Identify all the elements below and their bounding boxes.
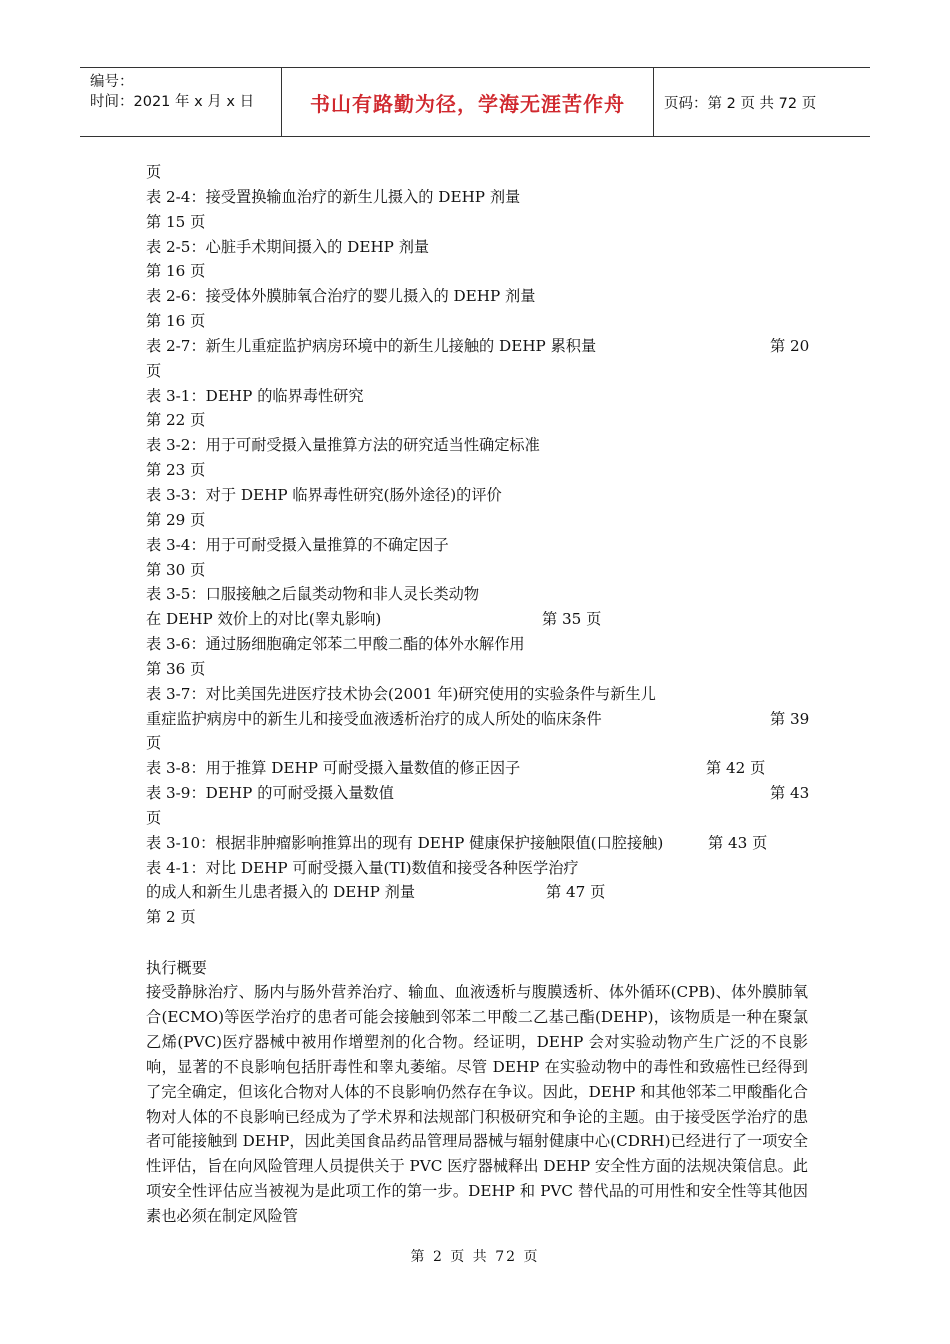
toc-line-text: 在 DEHP 效价上的对比(睾丸影响): [146, 610, 382, 629]
toc-line-text: 第 29 页: [146, 510, 206, 529]
toc-line-text: 表 3-10：根据非肿瘤影响推算出的现有 DEHP 健康保护接触限值(口腔接触): [146, 833, 664, 852]
toc-line: [146, 607, 808, 632]
toc-line-page: 第 47 页: [546, 883, 606, 902]
toc-line-text: 第 36 页: [146, 659, 206, 678]
toc-line: [146, 756, 808, 781]
toc-line-page: 第 39: [770, 709, 810, 728]
toc-line: [146, 185, 808, 210]
toc-line-text: 表 2-7：新生儿重症监护病房环境中的新生儿接触的 DEHP 累积量: [146, 336, 597, 355]
toc-line: [146, 582, 808, 607]
toc-line-page: 第 20: [770, 336, 810, 355]
toc-line-text: 表 3-3：对于 DEHP 临界毒性研究(肠外途径)的评价: [146, 485, 502, 504]
toc-line: [146, 259, 808, 284]
toc-line: [146, 235, 808, 260]
toc-line-text: 表 3-5：口服接触之后鼠类动物和非人灵长类动物: [146, 585, 480, 604]
toc-line-text: 表 2-4：接受置换输血治疗的新生儿摄入的 DEHP 剂量: [146, 187, 521, 206]
toc-line: [146, 781, 808, 806]
header-page-info: 页码：第 2 页 共 72 页: [664, 95, 817, 112]
toc-line: [146, 731, 808, 756]
toc-line: [146, 433, 808, 458]
header-meta: [80, 68, 282, 136]
toc-line: [146, 483, 808, 508]
toc-line: [146, 533, 808, 558]
toc-line: [146, 831, 808, 856]
toc-line: [146, 334, 808, 359]
toc-line: [146, 458, 808, 483]
toc-line-text: 表 3-4：用于可耐受摄入量推算的不确定因子: [146, 535, 449, 554]
toc-line-text: 第 15 页: [146, 212, 206, 231]
toc-line-text: 表 3-2：用于可耐受摄入量推算方法的研究适当性确定标准: [146, 436, 540, 455]
toc-line-text: 第 16 页: [146, 262, 206, 281]
toc-line-text: 第 16 页: [146, 312, 206, 331]
document-number-label: 编号：: [90, 74, 134, 90]
page-footer: 第 2 页 共 72 页: [410, 1249, 540, 1265]
toc-line: [146, 880, 808, 905]
toc-line: [146, 359, 808, 384]
toc-line: [146, 905, 808, 930]
toc-line: [146, 210, 808, 235]
toc-line-text: 表 3-8：用于推算 DEHP 可耐受摄入量数值的修正因子: [146, 759, 521, 778]
document-date: 时间：2021 年 x 月 x 日: [90, 94, 255, 110]
toc-line-page: 第 43: [770, 784, 810, 803]
toc-line: [146, 856, 808, 881]
summary-title: 执行概要: [146, 959, 207, 977]
toc-line: [146, 707, 808, 732]
toc-line: [146, 632, 808, 657]
toc-line-text: 表 4-1：对比 DEHP 可耐受摄入量(TI)数值和接受各种医学治疗: [146, 858, 579, 877]
toc-line-text: 重症监护病房中的新生儿和接受血液透析治疗的成人所处的临床条件: [146, 709, 602, 728]
toc-line-text: 第 30 页: [146, 560, 206, 579]
toc-line-text: 第 2 页: [146, 908, 196, 927]
toc-line-text: 页: [146, 163, 162, 181]
toc-line: [146, 384, 808, 409]
toc-line-text: 表 3-6：通过肠细胞确定邻苯二甲酸二酯的体外水解作用: [146, 635, 525, 654]
table-of-tables: [146, 160, 808, 930]
toc-line: [146, 408, 808, 433]
toc-line-text: 第 22 页: [146, 411, 206, 430]
toc-line-text: 表 3-7：对比美国先进医疗技术协会(2001 年)研究使用的实验条件与新生儿: [146, 684, 656, 703]
header-motto: 书山有路勤为径，学海无涯苦作舟: [282, 68, 654, 136]
toc-line-page: 第 35 页: [542, 610, 602, 629]
toc-line: [146, 558, 808, 583]
toc-line-page: 第 43 页: [708, 833, 768, 852]
toc-line-text: 的成人和新生儿患者摄入的 DEHP 剂量: [146, 883, 416, 902]
toc-line-page: 第 42 页: [706, 759, 766, 778]
toc-line-text: 页: [146, 361, 162, 380]
toc-line: [146, 682, 808, 707]
summary-body: 接受静脉治疗、肠内与肠外营养治疗、输血、血液透析与腹膜透析、体外循环(CPB)、体外膜肺氧合(ECMO)等医学治疗的患者可能会接触到邻苯二甲酸二乙基己酯(DEHP)，该物质是一种在聚氯乙烯(PVC)医疗器械中被用作增塑剂的化合物。经证明，DEHP 会对实验动物产生广泛的不良影响，显著的不良影响包括肝毒性和睾丸萎缩。尽管 DEHP 在实验动物中的毒性和致癌性已经得到了完全确定，但该化合物对人体的不良影响仍然存在争议。因此，DEHP 和其他邻苯二甲酸酯化合物对人体的不良影响已经成为了学术界和法规部门积极研究和争论的主题。由于接受医学治疗的患者可能接触到 DEHP，因此美国食品药品管理局器械与辐射健康中心(CDRH)已经进行了一项安全性评估，旨在向风险管理人员提供关于 PVC 医疗器械释出 DEHP 安全性方面的法规决策信息。此项安全性评估应当被视为是此项工作的第一步。DEHP 和 PVC 替代品的可用性和安全性等其他因素也必须在制定风险管: [146, 983, 808, 1226]
toc-line: [146, 160, 808, 185]
toc-line-text: 表 3-1：DEHP 的临界毒性研究: [146, 386, 364, 405]
toc-line-text: 页: [146, 808, 162, 827]
toc-line: [146, 284, 808, 309]
toc-line-text: 表 2-5：心脏手术期间摄入的 DEHP 剂量: [146, 237, 430, 256]
toc-line: [146, 508, 808, 533]
page-header: [80, 67, 870, 137]
toc-line-text: 表 3-9：DEHP 的可耐受摄入量数值: [146, 784, 394, 803]
toc-line: [146, 806, 808, 831]
toc-line: [146, 309, 808, 334]
toc-line: [146, 657, 808, 682]
toc-line-text: 表 2-6：接受体外膜肺氧合治疗的婴儿摄入的 DEHP 剂量: [146, 287, 536, 306]
toc-line-text: 页: [146, 734, 162, 753]
toc-line-text: 第 23 页: [146, 461, 206, 480]
